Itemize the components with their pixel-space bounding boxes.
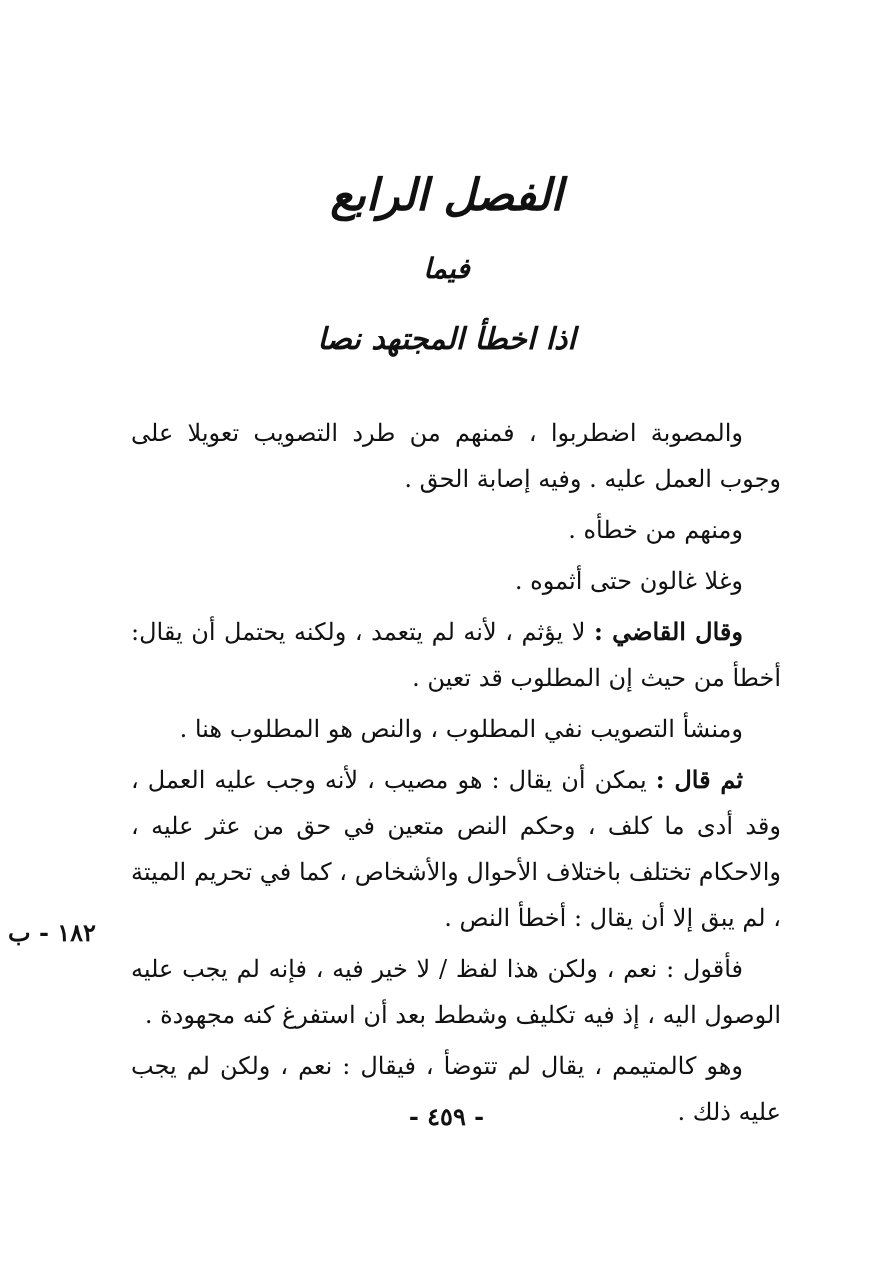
paragraph: فأقول : نعم ، ولكن هذا لفظ / لا خير فيه ، فإنه لم يجب عليه الوصول اليه ، إذ فيه تكليف وشطط بعد أن استفرغ كنه مجهودة . (131, 955, 781, 1029)
manuscript-folio-note: ١٨٢ - ب (8, 918, 96, 947)
paragraph: ومنشأ التصويب نفي المطلوب ، والنص هو المطلوب هنا . (179, 715, 743, 743)
paragraph: ومنهم من خطأه . (568, 516, 743, 544)
body-text (131, 410, 781, 1140)
paragraph-text: لا يؤثم ، لأنه لم يتعمد ، ولكنه يحتمل أن يقال: أخطأ من حيث إن المطلوب قد تعين . (131, 618, 781, 692)
chapter-subtitle-line-1: فيما (423, 252, 470, 285)
speaker-label: وقال القاضي : (593, 617, 743, 646)
paragraph: وغلا غالون حتى أثموه . (514, 567, 743, 595)
paragraph (131, 609, 781, 701)
chapter-title: الفصل الرابع (330, 170, 563, 221)
paragraph-text: يمكن أن يقال : هو مصيب ، لأنه وجب عليه العمل ، وقد أدى ما كلف ، وحكم النص متعين في حق من عثر عليه ، والاحكام تختلف باختلاف الأحوال والأشخاص ، كما في تحريم الميتة ، لم يبق إلا أن يقال : أخطأ النص . (131, 766, 781, 932)
paragraph: وهو كالمتيمم ، يقال لم تتوضأ ، فيقال : نعم ، ولكن لم يجب عليه ذلك . (131, 1052, 781, 1126)
chapter-subtitle-line-2: اذا اخطأ المجتهد نصا (317, 322, 576, 357)
page-number: - ٤٥٩ - (408, 1102, 485, 1131)
paragraph: والمصوبة اضطربوا ، فمنهم من طرد التصويب تعويلا على وجوب العمل عليه . وفيه إصابة الحق . (131, 419, 781, 493)
paragraph (131, 757, 781, 941)
speaker-label: ثم قال : (655, 765, 743, 794)
